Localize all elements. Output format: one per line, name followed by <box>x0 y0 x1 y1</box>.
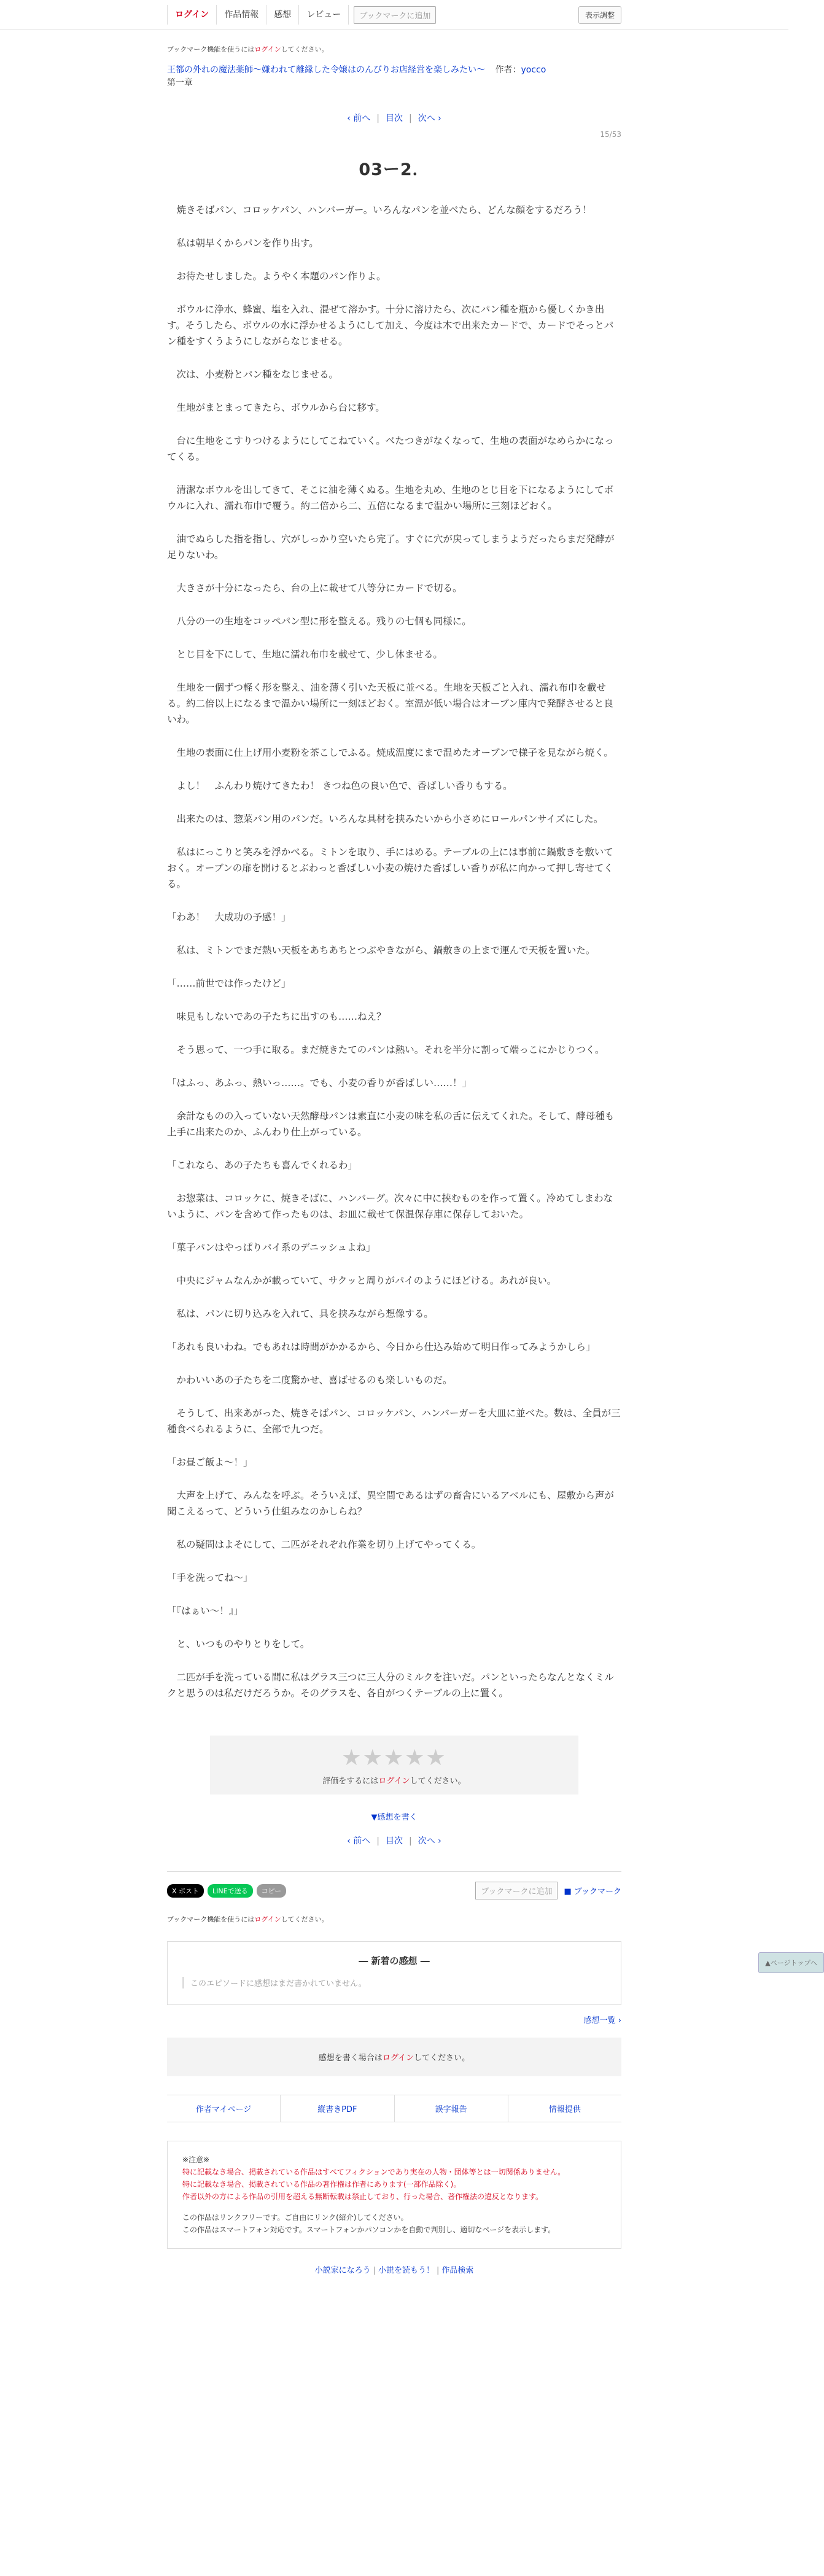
episode-body <box>167 202 621 1701</box>
paragraph-gap <box>167 1025 621 1042</box>
page-top-button[interactable]: ▲ページトップへ <box>758 1952 824 1973</box>
footer-nav <box>167 2095 621 2122</box>
star-icon[interactable]: ★ <box>362 1745 384 1771</box>
rating-box <box>210 1736 578 1794</box>
typo-report-link[interactable]: 誤字報告 <box>395 2095 508 2122</box>
body-paragraph: 味見もしないであの子たちに出すのも……ねえ？ <box>167 1011 386 1022</box>
impressions-list-link[interactable]: 感想一覧 › <box>583 2016 621 2025</box>
episode-pager-bottom: ‹ 前へ | 目次 | 次へ › <box>347 1836 441 1846</box>
narou-link[interactable]: 小説家になろう <box>314 2266 371 2275</box>
info-provide-link[interactable]: 情報提供 <box>548 2105 581 2114</box>
body-paragraph: 「『はぁい～！』」 <box>167 1605 244 1616</box>
impressions-heading: ― 新着の感想 ― <box>359 1955 430 1966</box>
star-icon[interactable]: ★ <box>426 1745 447 1771</box>
body-paragraph: 私は、ミトンでまだ熱い天板をあちあちとつぶやきながら、鍋敷きの上まで運んで天板を置いた。 <box>167 945 596 956</box>
body-paragraph: そうして、出来あがった、焼きそばパン、コロッケパン、ハンバーガーを大皿に並べた。数は、全員が三種食べられるように、全部で九つだ。 <box>167 1408 621 1435</box>
author-mypage-link[interactable]: 作者マイページ <box>167 2095 281 2122</box>
chapter-name: 第一章 <box>167 78 193 88</box>
paragraph-gap <box>167 416 621 433</box>
bookmark-add-button-bottom[interactable]: ブックマークに追加 <box>475 1882 558 1899</box>
body-paragraph: とじ目を下にして、生地に濡れ布巾を載せて、少し休ませる。 <box>167 649 443 660</box>
episode-title: 03ー2． <box>359 160 430 179</box>
nav-reviews[interactable]: レビュー <box>299 5 349 25</box>
paragraph-gap <box>167 349 621 367</box>
body-paragraph: お待たせしました。ようやく本題のパン作りよ。 <box>167 271 386 282</box>
paragraph-gap <box>167 958 621 976</box>
bookmark-login-link[interactable]: ログイン <box>254 1915 281 1923</box>
paragraph-gap <box>167 1140 621 1157</box>
body-paragraph: 「……前世では作ったけど」 <box>167 978 291 989</box>
author-label: 作者： <box>495 65 521 75</box>
next-link[interactable]: 次へ › <box>418 114 441 123</box>
body-paragraph: 次は、小麦粉とパン種をなじませる。 <box>167 369 339 380</box>
bookmark-login-link[interactable]: ログイン <box>254 45 281 53</box>
paragraph-gap <box>167 991 621 1009</box>
vertical-pdf-link[interactable]: 縦書きPDF <box>281 2095 394 2122</box>
nav-impressions[interactable]: 感想 <box>266 5 299 25</box>
index-link[interactable]: 目次 <box>386 114 403 123</box>
body-paragraph: 「はふっ、あふっ、熱いっ……。でも、小麦の香りが香ばしい……！」 <box>167 1077 472 1088</box>
star-icon[interactable]: ★ <box>405 1745 426 1771</box>
rating-message: 評価をするにはログインしてください。 <box>322 1777 466 1786</box>
rating-login-link[interactable]: ログイン <box>378 1777 410 1786</box>
body-paragraph: 大きさが十分になったら、台の上に載せて八等分にカードで切る。 <box>167 583 462 594</box>
star-icon[interactable]: ★ <box>341 1745 363 1771</box>
copy-button[interactable]: コピー <box>257 1884 287 1898</box>
paragraph-gap <box>167 1322 621 1339</box>
write-login-link[interactable]: ログイン <box>382 2054 414 2063</box>
impressions-box <box>167 1941 621 2005</box>
index-link[interactable]: 目次 <box>386 1836 403 1846</box>
line-share-button[interactable]: LINEで送る <box>208 1884 253 1898</box>
paragraph-gap <box>167 1255 621 1273</box>
body-paragraph: 台に生地をこすりつけるようにしてこねていく。べたつきがなくなって、生地の表面がなめらかになってくる。 <box>167 435 614 462</box>
notice-line: 特に記載なき場合、掲載されている作品の著作権は作者にあります(一部作品除く)。 <box>182 2180 461 2189</box>
author-link[interactable]: yocco <box>521 65 546 75</box>
body-paragraph: そう思って、一つ手に取る。まだ焼きたてのパンは熱い。それを半分に割って端っこにかじりつく。 <box>167 1044 605 1055</box>
login-to-write-box: 感想を書く場合はログインしてください。 <box>167 2038 621 2076</box>
notice-heading: ※注意※ <box>182 2155 210 2164</box>
paragraph-gap <box>167 465 621 482</box>
star-icon[interactable]: ★ <box>383 1745 405 1771</box>
bottom-links: 小説家になろう | 小説を読もう！ | 作品検索 <box>314 2266 474 2275</box>
paragraph-gap <box>167 629 621 646</box>
body-paragraph: 生地がまとまってきたら、ボウルから台に移す。 <box>167 402 385 413</box>
body-paragraph: ボウルに浄水、蜂蜜、塩を入れ、混ぜて溶かす。十分に溶けたら、次にパン種を瓶から優しくかき出す。そうしたら、ボウルの水に浮かせるようにして加え、今度は木で出来たカードで、カードでそっとパン種をすくうようにしながらなじませる。 <box>167 304 614 347</box>
work-info <box>167 64 621 90</box>
next-link[interactable]: 次へ › <box>418 1836 441 1846</box>
bookmark-note: ブックマーク機能を使うにはログインしてください。 <box>167 45 328 53</box>
body-paragraph: 私はにっこりと笑みを浮かべる。ミトンを取り、手にはめる。テーブルの上には事前に鍋敷きを敷いておく。オーブンの扉を開けるとぶわっと香ばしい小麦の焼けた香ばしい香りが私に向かって押し寄せてくる。 <box>167 847 613 890</box>
paragraph-gap <box>167 1470 621 1488</box>
notice-line: この作品はリンクフリーです。ご自由にリンク(紹介)してください。 <box>182 2213 408 2222</box>
paragraph-gap <box>167 892 621 909</box>
paragraph-gap <box>167 1519 621 1537</box>
page-number: 15/53 <box>600 130 621 139</box>
bookmark-note-bottom: ブックマーク機能を使うにはログインしてください。 <box>167 1915 328 1923</box>
work-title-link[interactable]: 王都の外れの魔法薬師〜嫌われて離縁した令嬢はのんびりお店経営を楽しみたい〜 <box>167 65 485 75</box>
x-post-button[interactable]: X ポスト <box>167 1884 204 1898</box>
body-paragraph: 焼きそばパン、コロッケパン、ハンバーガー。いろんなパンを並べたら、どんな顔をするだろう！ <box>167 204 592 215</box>
paragraph-gap <box>167 1091 621 1108</box>
paragraph-gap <box>167 1173 621 1190</box>
body-paragraph: 清潔なボウルを出してきて、そこに油を薄くぬる。生地を丸め、生地のとじ目を下になるようにしてボウルに入れ、濡れ布巾で覆う。約二倍から二、五倍になるまで温かい場所に三刻ほどおく。 <box>167 484 614 511</box>
paragraph-gap <box>167 1289 621 1306</box>
body-paragraph: 八分の一の生地をコッペパン型に形を整える。残りの七個も同様に。 <box>167 616 472 627</box>
body-paragraph: お惣菜は、コロッケに、焼きそばに、ハンバーグ。次々に中に挟むものを作って置く。冷めてしまわないように、パンを含めて作ったものは、お皿に載せて保温保存庫に保存しておいた。 <box>167 1193 613 1220</box>
body-paragraph: 「わあ！ 大成功の予感！」 <box>167 912 291 923</box>
body-paragraph: かわいいあの子たちを二度驚かせ、喜ばせるのも楽しいものだ。 <box>167 1375 453 1386</box>
notice-line: 特に記載なき場合、掲載されている作品はすべてフィクションであり実在の人物・団体等とは一切関係ありません。 <box>182 2168 566 2176</box>
body-paragraph: 「これなら、あの子たちも喜んでくれるわ」 <box>167 1160 358 1171</box>
body-paragraph: 大声を上げて、みんなを呼ぶ。そういえば、異空間であるはずの畜舎にいるアベルにも、屋敷から声が聞こえるって、どういう仕組みなのかしらね？ <box>167 1490 614 1517</box>
paragraph-gap <box>167 827 621 844</box>
paragraph-gap <box>167 382 621 400</box>
bookmark-link[interactable]: ■ ブックマーク <box>564 1887 621 1896</box>
paragraph-gap <box>167 761 621 778</box>
prev-link[interactable]: ‹ 前へ <box>347 1836 371 1846</box>
paragraph-gap <box>167 218 621 235</box>
body-paragraph: と、いつものやりとりをして。 <box>167 1639 310 1650</box>
paragraph-gap <box>167 1058 621 1075</box>
top-header <box>0 0 788 29</box>
paragraph-gap <box>167 1652 621 1669</box>
no-impressions-text: このエピソードに感想はまだ書かれていません。 <box>182 1977 606 1988</box>
search-link[interactable]: 作品検索 <box>441 2266 474 2275</box>
body-paragraph: 「お昼ご飯よ～！」 <box>167 1457 253 1468</box>
body-paragraph: 「菓子パンはやっぱりパイ系のデニッシュよね」 <box>167 1242 376 1253</box>
notice-line: この作品はスマートフォン対応です。スマートフォンかパソコンかを自動で判別し、適切なページを表示します。 <box>182 2225 556 2234</box>
body-paragraph: 二匹が手を洗っている間に私はグラス三つに三人分のミルクを注いだ。パンといったらなんとなくミルクと思うのは私だけだろうか。そのグラスを、各自がつくテーブルの上に置く。 <box>167 1672 614 1699</box>
nav-work-info[interactable]: 作品情報 <box>217 5 266 25</box>
paragraph-gap <box>167 284 621 301</box>
yomou-link[interactable]: 小説を読もう！ <box>378 2266 434 2275</box>
display-settings-button[interactable]: 表示調整 <box>578 6 621 24</box>
write-impression-toggle[interactable]: ▼感想を書く <box>371 1813 418 1822</box>
body-paragraph: 私は、パンに切り込みを入れて、具を挟みながら想像する。 <box>167 1308 433 1319</box>
body-paragraph: 「あれも良いわね。でもあれは時間がかかるから、今日から仕込み始めて明日作ってみようかしら」 <box>167 1341 596 1352</box>
paragraph-gap <box>167 1553 621 1570</box>
paragraph-gap <box>167 1388 621 1405</box>
paragraph-gap <box>167 251 621 268</box>
notice-line: 作者以外の方による作品の引用を超える無断転載は禁止しており、行った場合、著作権法の違反となります。 <box>182 2192 543 2201</box>
body-paragraph: よし！ ふんわり焼けてきたわ！ きつね色の良い色で、香ばしい香りもする。 <box>167 780 513 791</box>
paragraph-gap <box>167 1355 621 1372</box>
paragraph-gap <box>167 1619 621 1636</box>
bookmark-add-button[interactable]: ブックマークに追加 <box>354 6 436 24</box>
body-paragraph: 私の疑問はよそにして、二匹がそれぞれ作業を切り上げてやってくる。 <box>167 1539 481 1550</box>
paragraph-gap <box>167 925 621 942</box>
paragraph-gap <box>167 1437 621 1454</box>
paragraph-gap <box>167 662 621 680</box>
body-paragraph: 余計なものの入っていない天然酵母パンは素直に小麦の味を私の舌に伝えてくれた。そして、酵母種も上手に出来たのか、ふんわり仕上がっている。 <box>167 1111 615 1138</box>
body-paragraph: 生地の表面に仕上げ用小麦粉を茶こしでふる。焼成温度にまで温めたオーブンで様子を見ながら焼く。 <box>167 747 613 758</box>
body-paragraph: 生地を一個ずつ軽く形を整え、油を薄く引いた天板に並べる。生地を天板ごと入れ、濡れ布巾を載せる。約二倍以上になるまで温かい場所に一刻ほどおく。室温が低い場合はオーブン庫内で発酵させると良いわ。 <box>167 682 613 725</box>
paragraph-gap <box>167 1586 621 1603</box>
episode-pager-top: ‹ 前へ | 目次 | 次へ › <box>347 114 441 123</box>
body-paragraph: 出来たのは、惣菜パン用のパンだ。いろんな具材を挟みたいから小さめにロールパンサイズにした。 <box>167 813 604 824</box>
body-paragraph: 「手を洗ってね～」 <box>167 1572 253 1583</box>
body-paragraph: 私は朝早くからパンを作り出す。 <box>167 238 319 249</box>
paragraph-gap <box>167 563 621 580</box>
main-content <box>167 44 817 2287</box>
notice-box <box>167 2141 621 2249</box>
paragraph-gap <box>167 727 621 745</box>
paragraph-gap <box>167 1222 621 1240</box>
top-nav <box>167 5 349 25</box>
paragraph-gap <box>167 514 621 531</box>
rating-stars[interactable] <box>210 1745 578 1771</box>
body-paragraph: 油でぬらした指を指し、穴がしっかり空いたら完了。すぐに穴が戻ってしまうようだったらまだ発酵が足りないわ。 <box>167 533 615 561</box>
body-paragraph: 中央にジャムなんかが載っていて、サクッと周りがパイのようにほどける。あれが良い。 <box>167 1275 557 1286</box>
paragraph-gap <box>167 596 621 613</box>
login-link[interactable]: ログイン <box>168 5 217 25</box>
share-bar <box>167 1871 621 1899</box>
paragraph-gap <box>167 794 621 811</box>
prev-link[interactable]: ‹ 前へ <box>347 114 371 123</box>
